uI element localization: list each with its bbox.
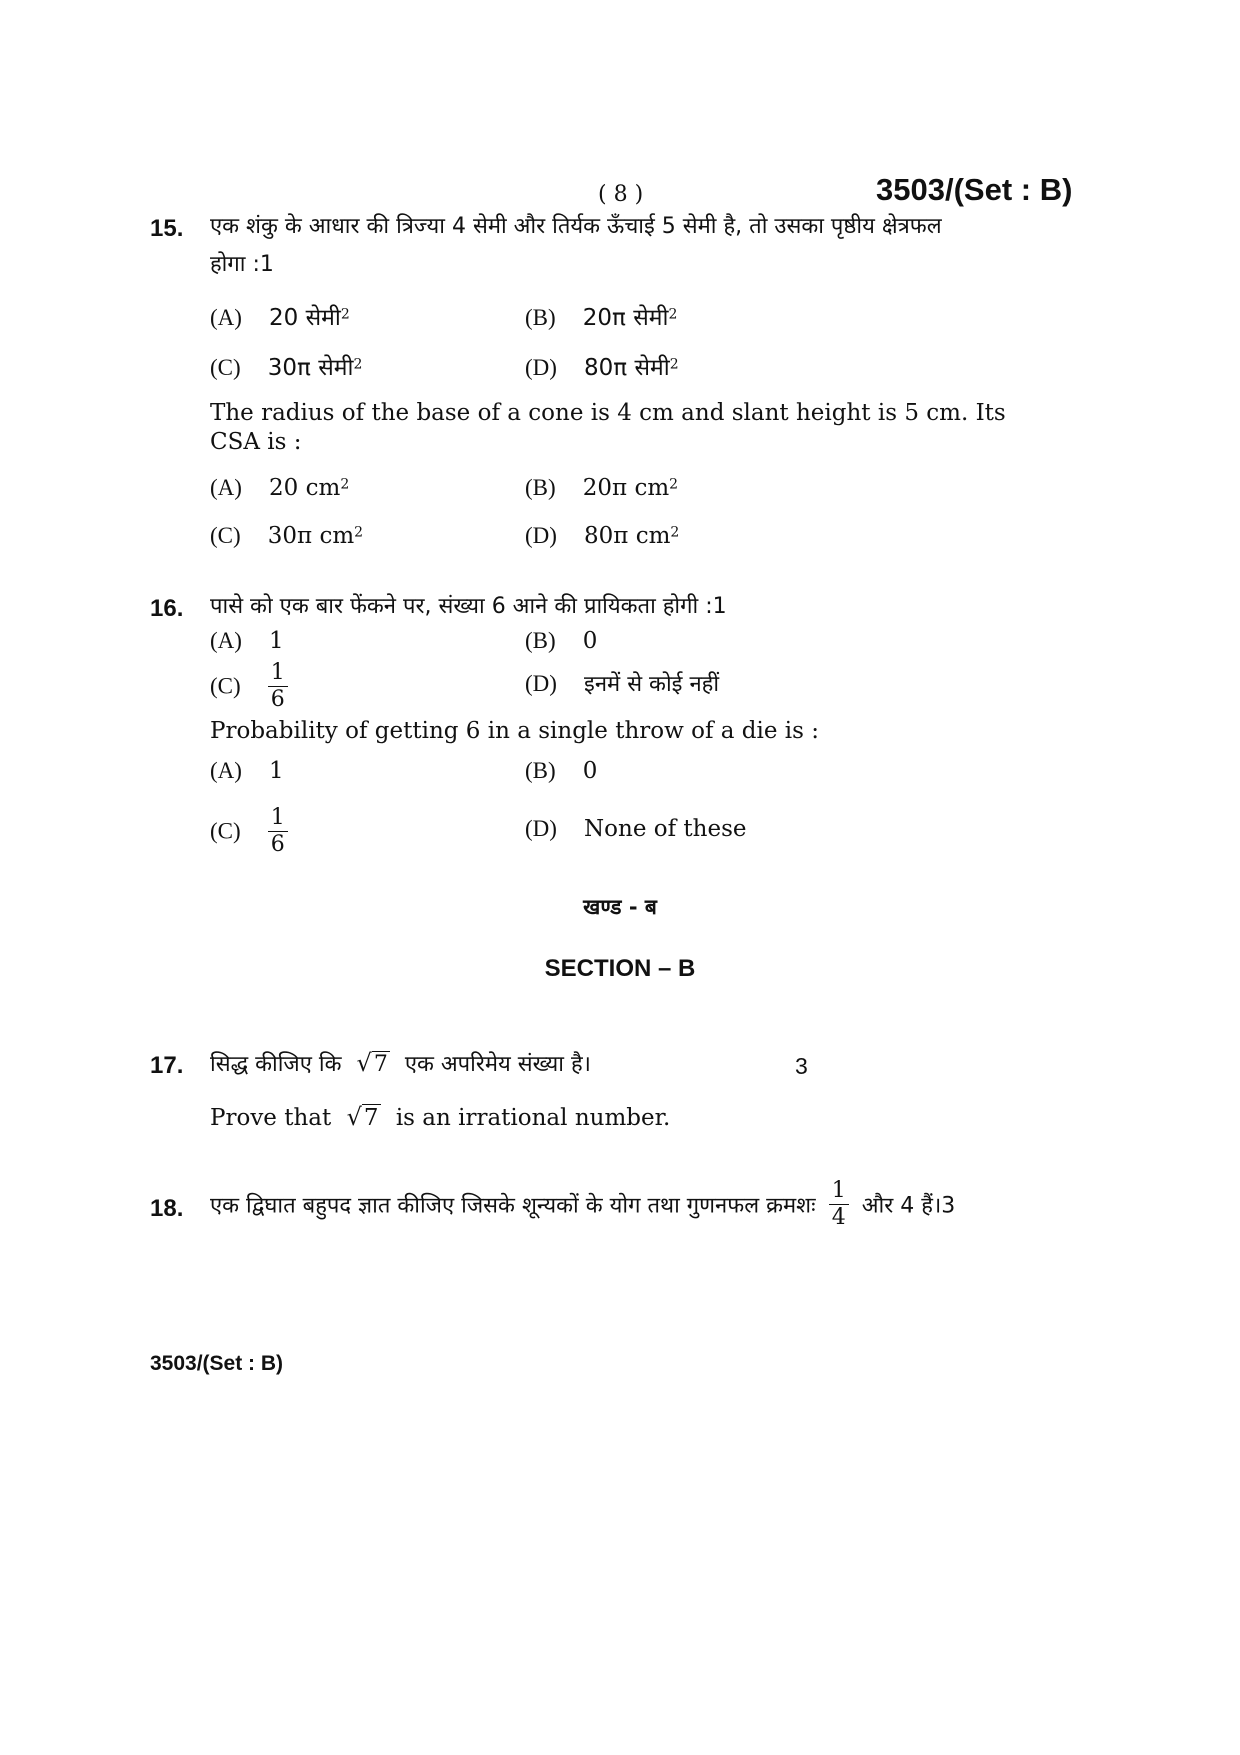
radical-icon: √ — [346, 1103, 362, 1131]
q15-hindi-option-b: (B) 20π सेमी$^2$ — [525, 305, 678, 331]
fraction: $\frac{1}{6}$ — [268, 805, 288, 858]
q15-hindi-line1: एक शंकु के आधार की त्रिज्या 4 सेमी और तिर्यक ऊँचाई 5 सेमी है, तो उसका पृष्ठीय क्षेत्रफल — [210, 214, 942, 239]
q17-marks: 3 — [795, 1053, 808, 1079]
q18-hindi-line: एक द्विघात बहुपद ज्ञात कीजिए जिसके शून्यकों के योग तथा गुणनफल क्रमशः $\frac{1}{4}$ और 4 हैं।3 — [210, 1178, 956, 1230]
question-number-17: 17. — [150, 1052, 184, 1079]
q16-english-option-a: (A) 1 — [210, 758, 284, 784]
q17-english-line: Prove that √7 is an irrational number. — [210, 1100, 670, 1135]
square-root: √7 — [346, 1103, 379, 1131]
page-number: ( 8 ) — [598, 182, 644, 207]
set-code-header: 3503/(Set : B) — [876, 172, 1073, 207]
q17-hindi-line: सिद्ध कीजिए कि √7 एक अपरिमेय संख्या है। — [210, 1046, 591, 1082]
q15-hindi-option-a: (A) 20 सेमी$^2$ — [210, 305, 350, 331]
q16-english-option-c: (C) $\frac{1}{6}$ — [210, 805, 288, 858]
question-number-18: 18. — [150, 1195, 184, 1222]
section-title-english: SECTION – B — [544, 955, 696, 982]
radical-icon: √ — [356, 1049, 372, 1077]
q16-english-option-d: (D) None of these — [525, 816, 747, 842]
q16-hindi-option-c: (C) $\frac{1}{6}$ — [210, 660, 288, 713]
question-number-16: 16. — [150, 595, 184, 622]
q16-english-question: Probability of getting 6 in a single throw of a die is : — [210, 718, 820, 744]
q16-english-option-b: (B) 0 — [525, 758, 598, 784]
q16-hindi-option-a: (A) 1 — [210, 628, 284, 654]
question-number-15: 15. — [150, 215, 184, 242]
fraction: $\frac{1}{6}$ — [268, 660, 288, 713]
q15-english-line2: CSA is : — [210, 429, 302, 455]
q15-hindi-line2: होगा :1 — [210, 252, 274, 277]
q15-english-line1: The radius of the base of a cone is 4 cm and slant height is 5 cm. Its — [210, 400, 1006, 426]
fraction: $\frac{1}{4}$ — [829, 1178, 849, 1231]
q16-hindi-option-d: (D) इनमें से कोई नहीं — [525, 671, 720, 697]
section-title-hindi: खण्ड - ब — [583, 895, 657, 919]
square-root: √7 — [356, 1049, 388, 1077]
set-code-footer: 3503/(Set : B) — [150, 1352, 284, 1375]
q15-english-option-a: (A) 20 $cm^2$ — [210, 475, 350, 501]
q16-hindi-option-b: (B) 0 — [525, 628, 598, 654]
q15-english-option-c: (C) 30π $cm^2$ — [210, 523, 364, 549]
q15-hindi-option-d: (D) 80π सेमी$^2$ — [525, 355, 679, 381]
q15-hindi-option-c: (C) 30π सेमी$^2$ — [210, 355, 363, 381]
q16-hindi-question: पासे को एक बार फेंकने पर, संख्या 6 आने की प्रायिकता होगी :1 — [210, 594, 727, 619]
q15-english-option-d: (D) 80π $cm^2$ — [525, 523, 680, 549]
q15-english-option-b: (B) 20π $cm^2$ — [525, 475, 679, 501]
